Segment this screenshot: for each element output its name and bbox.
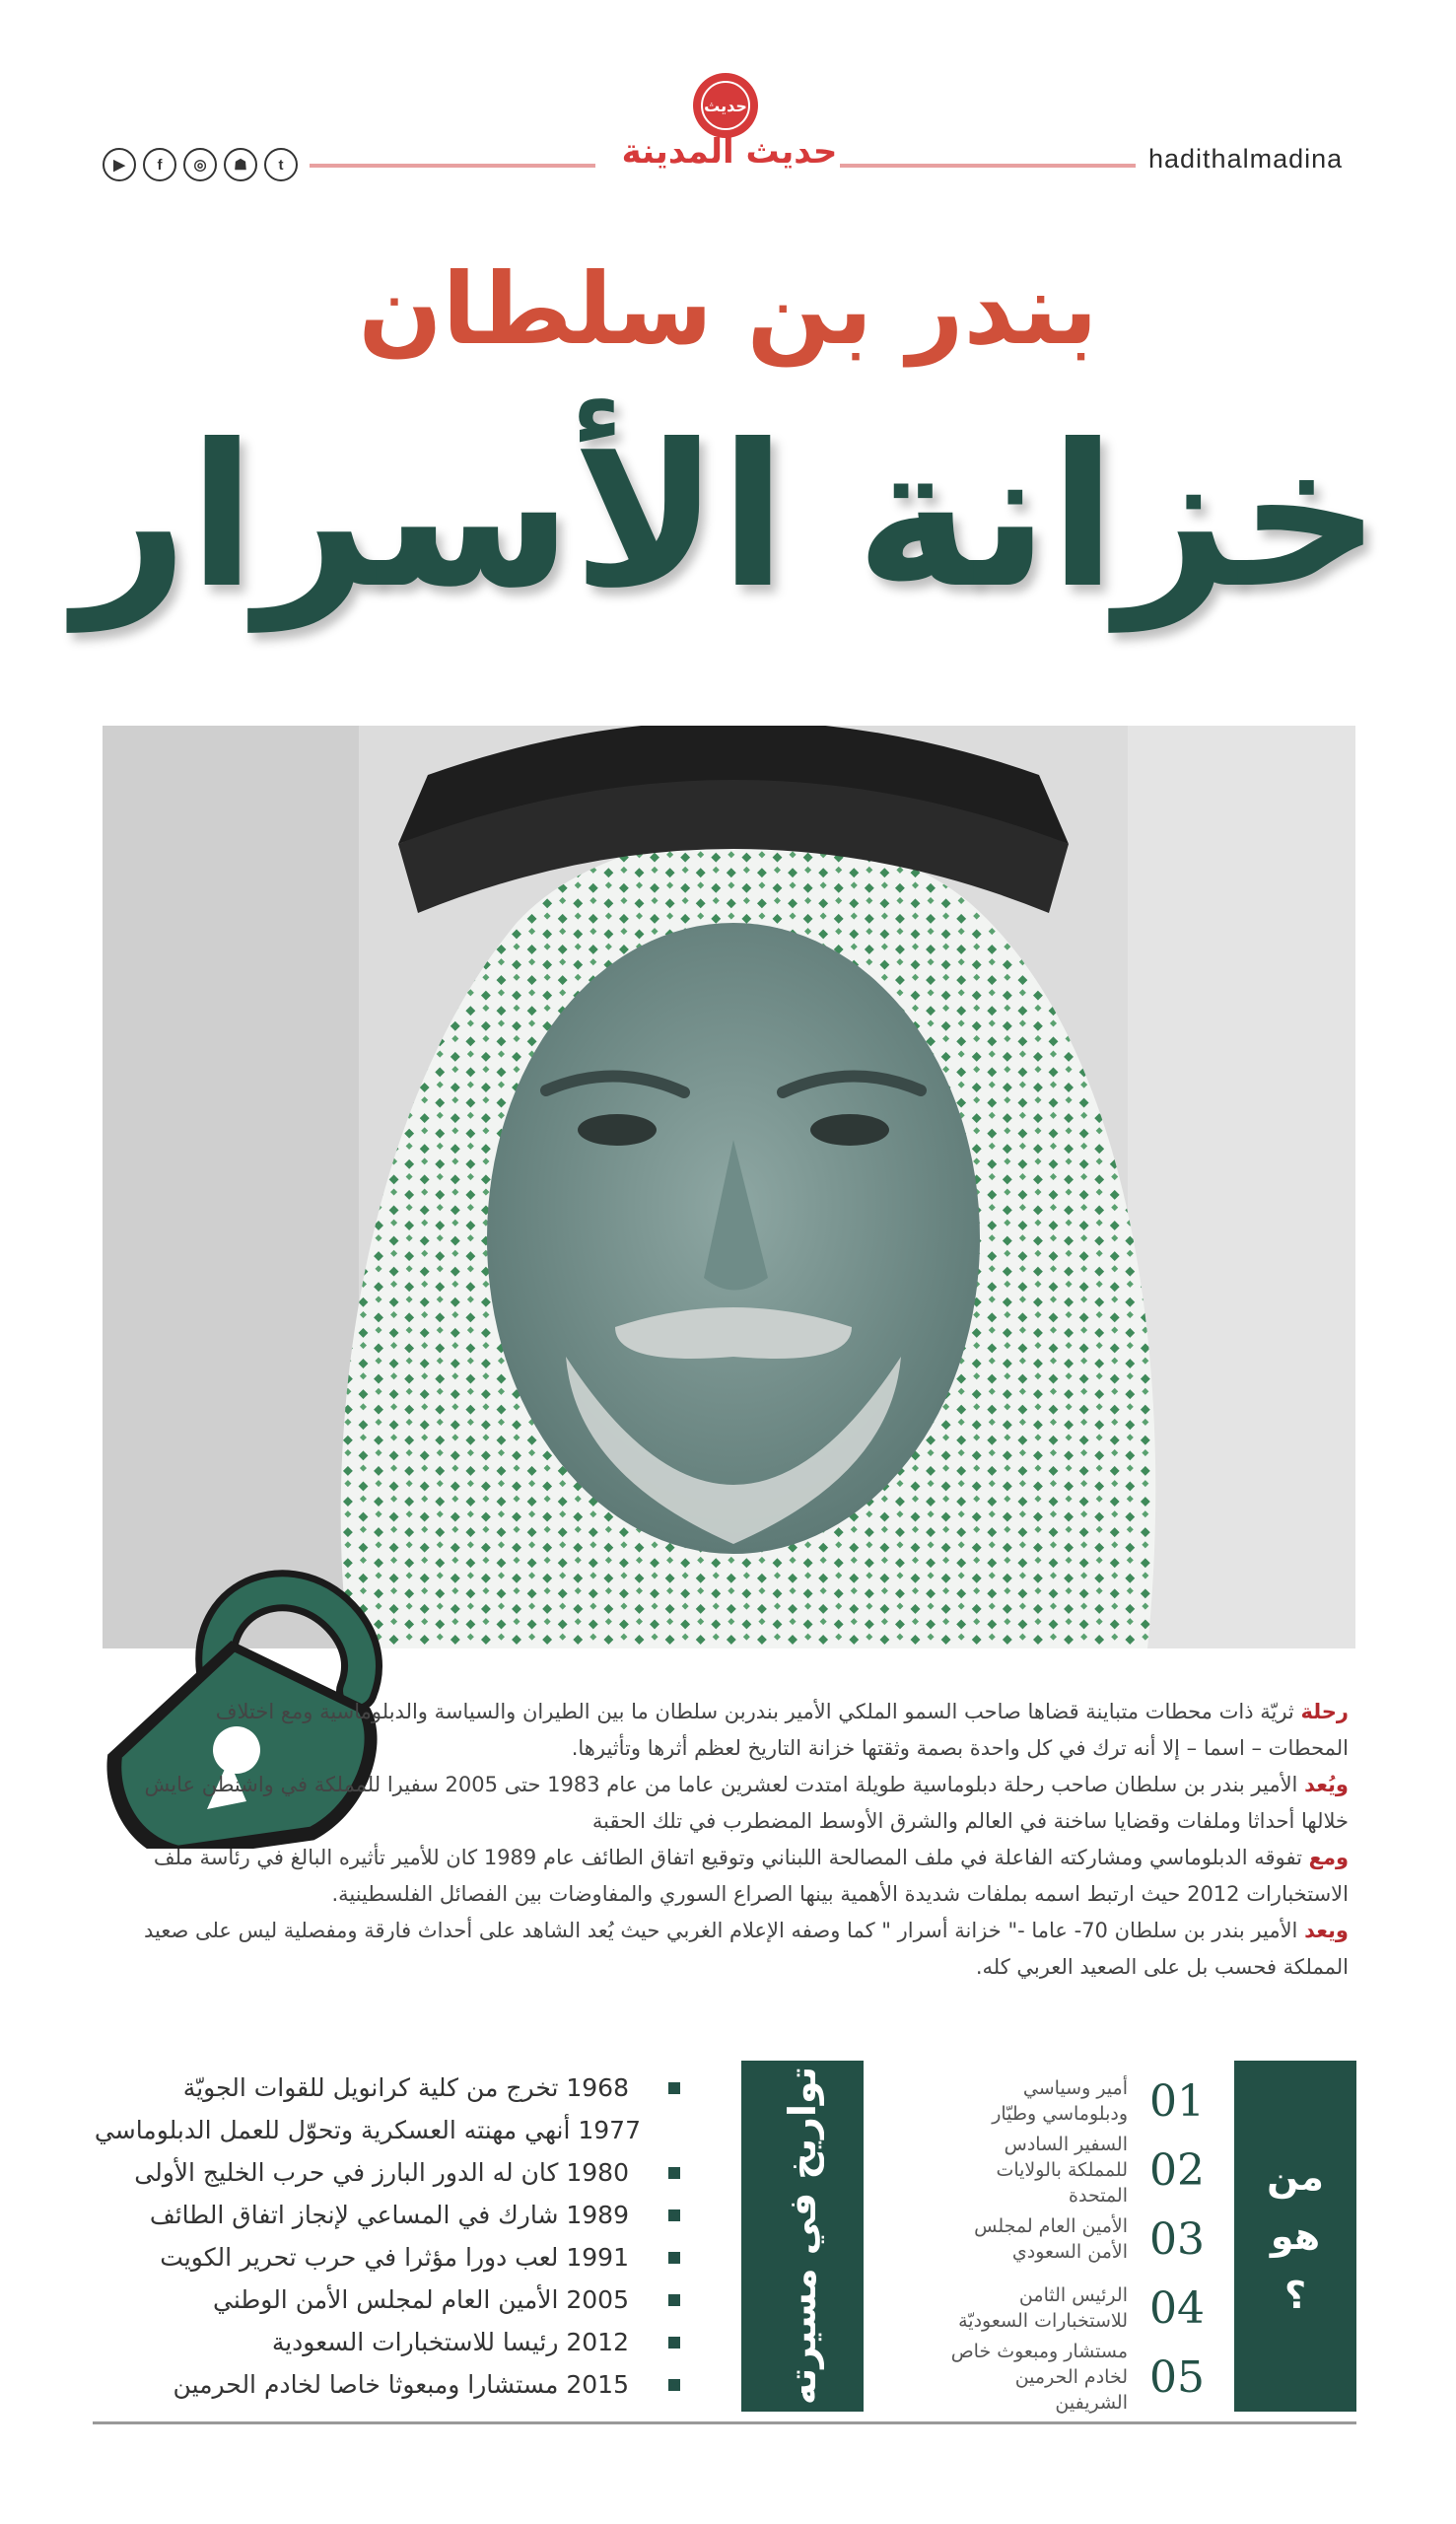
list-item [99,2279,680,2321]
facebook-icon[interactable]: f [143,148,176,181]
who-is-he-box [1234,2061,1356,2412]
bullet-icon [668,2082,680,2094]
paragraph-lead: ومع [1308,1846,1349,1869]
bullet-icon [668,2209,680,2221]
list-item [99,2151,680,2194]
instagram-icon[interactable]: ◎ [183,148,217,181]
who-line-1: من [1267,2155,1324,2199]
role-text: الأمين العام لمجلس الأمن السعودي [974,2215,1128,2263]
role-number: 05 [1149,2351,1205,2403]
article-paragraph [138,1767,1349,1840]
logo-emblem [693,73,758,138]
role-text: السفير السادس للمملكة بالولايات المتحدة [996,2134,1128,2207]
list-item [94,2109,680,2151]
timeline-text: 1968 تخرج من كلية كرانويل للقوات الجويّة [182,2073,629,2102]
article-paragraph [138,1694,1349,1767]
timeline-text: 1989 شارك في المساعي لإنجاز اتفاق الطائف [149,2201,629,2229]
bullet-icon [668,2337,680,2349]
bullet-icon [668,2167,680,2179]
paragraph-text: ثريّة ذات محطات متباينة قضاها صاحب السمو الملكي الأمير بندربن سلطان ما بين الطيران والسياسة والدبلوماسية ومع اختلاف المحطات – اسما – إلا أنه ترك في كل واحدة بصمة وثقتها خزانة التاريخ لعظم أثرها وتأثيرها. [215,1700,1349,1760]
role-number: 01 [1149,2075,1205,2127]
header-divider-left [310,164,595,168]
timeline-text: 2005 الأمين العام لمجلس الأمن الوطني [213,2285,629,2314]
role-text: أمير وسياسي ودبلوماسي وطيّار [992,2077,1128,2125]
role-text: مستشار ومبعوث خاص لخادم الحرمين الشريفين [950,2341,1128,2414]
paragraph-lead: ويُعد [1304,1773,1349,1796]
roles-list [917,2067,1222,2412]
role-number: 04 [1149,2282,1205,2334]
timeline-text: 2012 رئيسا للاستخبارات السعودية [271,2328,629,2356]
list-item [917,2274,1222,2343]
paragraph-lead: ويعد [1304,1919,1349,1942]
paragraph-text: الأمير بندر بن سلطان 70- عاما -" خزانة أسرار " كما وصفه الإعلام الغربي حيث يُعد الشاهد على أحداث فارقة ومفصلية ليس على صعيد المملكة فحسب بل على الصعيد العربي كله. [143,1919,1349,1979]
article-paragraph [138,1913,1349,1986]
list-item [917,2136,1222,2205]
timeline-text: 1980 كان له الدور البارز في حرب الخليج الأولى [134,2158,629,2187]
social-links [103,148,298,181]
career-timeline [94,2067,680,2406]
career-heading: تواريخ في مسيرته [781,2067,824,2406]
logo-name: حديث المدينة [621,132,838,172]
list-item [99,2321,680,2363]
timeline-text: 1991 لعب دورا مؤثرا في حرب تحرير الكويت [160,2243,629,2272]
article-paragraph [138,1840,1349,1913]
twitter-icon[interactable]: t [264,148,298,181]
list-item [917,2067,1222,2136]
list-item [99,2194,680,2236]
paragraph-text: تفوقه الدبلوماسي ومشاركته الفاعلة في ملف المصالحة اللبناني وتوقيع اتفاق الطائف عام 1989 كان للأمير تأثيره البالغ في رئاسة ملف الاستخبارات 2012 حيث ارتبط اسمه بملفات شديدة الأهمية بينها الصراع السوري والمفاوضات بين الفصائل الفلسطينية. [153,1846,1349,1906]
bullet-icon [668,2252,680,2264]
role-number: 02 [1149,2144,1205,2196]
list-item [99,2363,680,2406]
who-line-2: هو [1270,2214,1321,2258]
paragraph-lead: رحلة [1300,1700,1349,1723]
paragraph-text: الأمير بندر بن سلطان صاحب رحلة دبلوماسية طويلة امتدت لعشرين عاما من عام 1983 حتى 2005 سفيرا للمملكة في واشنطن عايش خلالها أحداثا وملفات وقضايا ساخنة في العالم والشرق الأوسط المضطرب في تلك الحقبة [144,1773,1349,1833]
youtube-icon[interactable]: ▶ [103,148,136,181]
bottom-divider [93,2421,1356,2424]
role-text: الرئيس الثامن للاستخبارات السعوديّة [958,2284,1128,2332]
list-item [917,2343,1222,2412]
list-item [917,2205,1222,2274]
bullet-icon [668,2294,680,2306]
timeline-text: 1977 أنهي مهنته العسكرية وتحوّل للعمل الدبلوماسي [94,2116,641,2144]
page-title: خزانة الأسرار [74,402,1382,632]
timeline-text: 2015 مستشارا ومبعوثا خاصا لخادم الحرمين [173,2370,629,2399]
article-body [138,1694,1349,1986]
header-divider-right [840,164,1136,168]
portrait-photo [103,726,1355,1648]
list-item [99,2067,680,2109]
page-header [0,59,1456,187]
logo-emblem-text: حديث [701,81,750,130]
career-dates-box [741,2061,864,2412]
who-line-3: ؟ [1283,2274,1307,2317]
list-item [99,2236,680,2279]
role-number: 03 [1149,2213,1205,2265]
social-handle: hadithalmadina [1148,144,1344,174]
snapchat-icon[interactable]: ☗ [224,148,257,181]
page-subtitle: بندر بن سلطان [358,251,1098,367]
bullet-icon [668,2379,680,2391]
